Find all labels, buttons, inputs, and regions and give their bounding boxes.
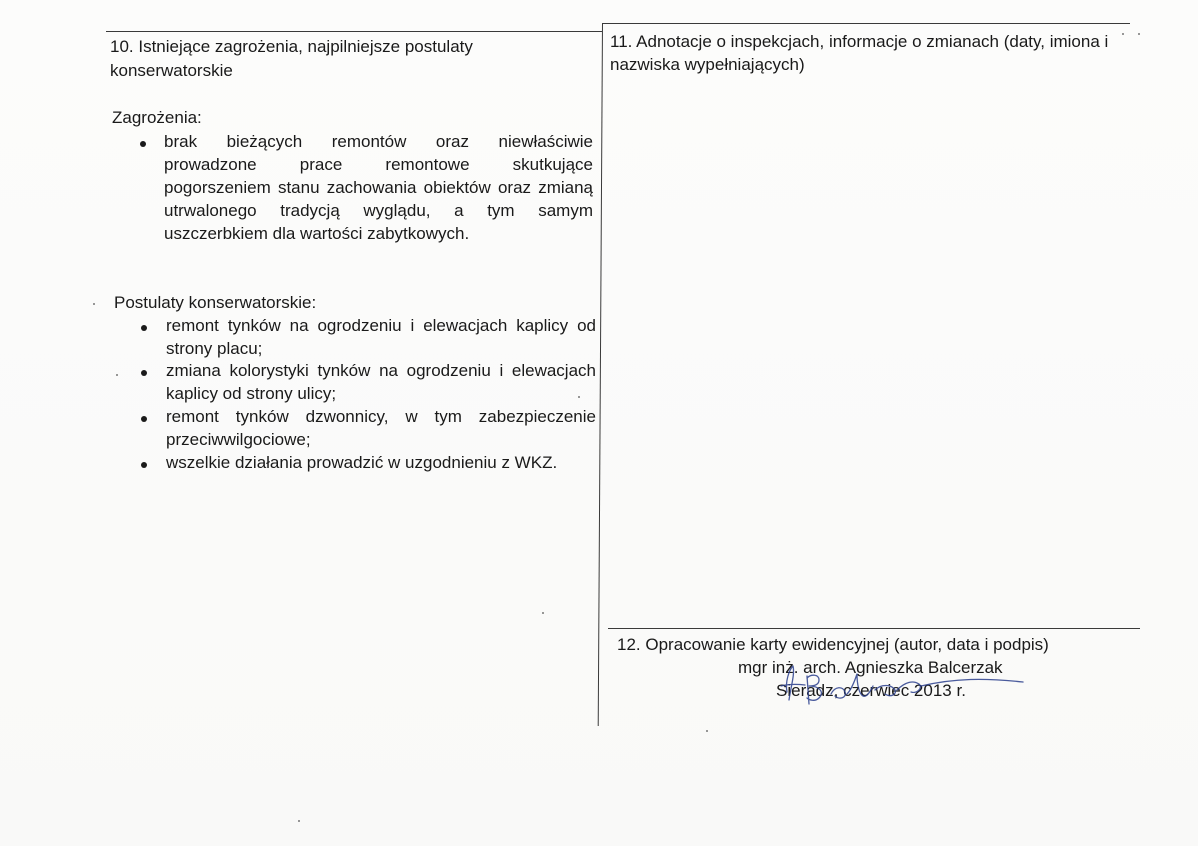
section12-heading: 12. Opracowanie karty ewidencyjnej (autor, data i podpis): [617, 635, 1049, 654]
scan-speck: [298, 820, 300, 822]
postulate-3-line2: przeciwwilgociowe;: [166, 430, 311, 449]
section12-top-rule: [608, 628, 1140, 629]
postulate-bullet-4: [141, 462, 147, 468]
section11-heading-line1: 11. Adnotacje o inspekcjach, informacje o zmianach (daty, imiona i: [610, 32, 1109, 51]
scan-speck: [706, 730, 708, 732]
postulate-2-line1: zmiana kolorystyki tynków na ogrodzeniu i elewacjach: [166, 361, 596, 380]
threat-item-line3: pogorszeniem stanu zachowania obiektów oraz zmianą: [164, 178, 593, 197]
author-name: mgr inż. arch. Agnieszka Balcerzak: [738, 658, 1003, 677]
section10-heading-line2: konserwatorskie: [110, 61, 233, 80]
postulates-label: Postulaty konserwatorskie:: [114, 293, 317, 312]
postulate-1-line2: strony placu;: [166, 339, 263, 358]
postulate-bullet-3: [141, 416, 147, 422]
scan-speck: [1138, 33, 1140, 35]
threat-item-line4: utrwalonego tradycją wyglądu, a tym samym: [164, 201, 593, 220]
postulate-3-line1: remont tynków dzwonnicy, w tym zabezpieczenie: [166, 407, 596, 426]
postulate-bullet-1: [141, 325, 147, 331]
threat-item-line5: uszczerbkiem dla wartości zabytkowych.: [164, 224, 470, 243]
postulate-1-line1: remont tynków na ogrodzeniu i elewacjach kaplicy od: [166, 316, 596, 335]
scan-speck: [578, 396, 580, 398]
threat-item-line2: prowadzone prace remontowe skutkujące: [164, 155, 593, 174]
section10-heading-line1: 10. Istniejące zagrożenia, najpilniejsze postulaty: [110, 37, 473, 56]
threats-label: Zagrożenia:: [112, 108, 202, 127]
scan-speck: [116, 374, 118, 376]
scan-speck: [93, 303, 95, 305]
scan-speck: [1122, 33, 1124, 35]
threat-item-line1: brak bieżących remontów oraz niewłaściwie: [164, 132, 593, 151]
threat-bullet: [140, 141, 146, 147]
postulate-2-line2: kaplicy od strony ulicy;: [166, 384, 337, 403]
place-date: Sieradz, czerwiec 2013 r.: [776, 681, 966, 700]
top-rule-left: [106, 31, 602, 32]
postulate-4-line1: wszelkie działania prowadzić w uzgodnieniu z WKZ.: [166, 453, 558, 472]
column-divider: [598, 23, 604, 726]
top-rule-right: [602, 23, 1130, 24]
scan-speck: [542, 612, 544, 614]
postulate-bullet-2: [141, 370, 147, 376]
section11-heading-line2: nazwiska wypełniających): [610, 55, 805, 74]
